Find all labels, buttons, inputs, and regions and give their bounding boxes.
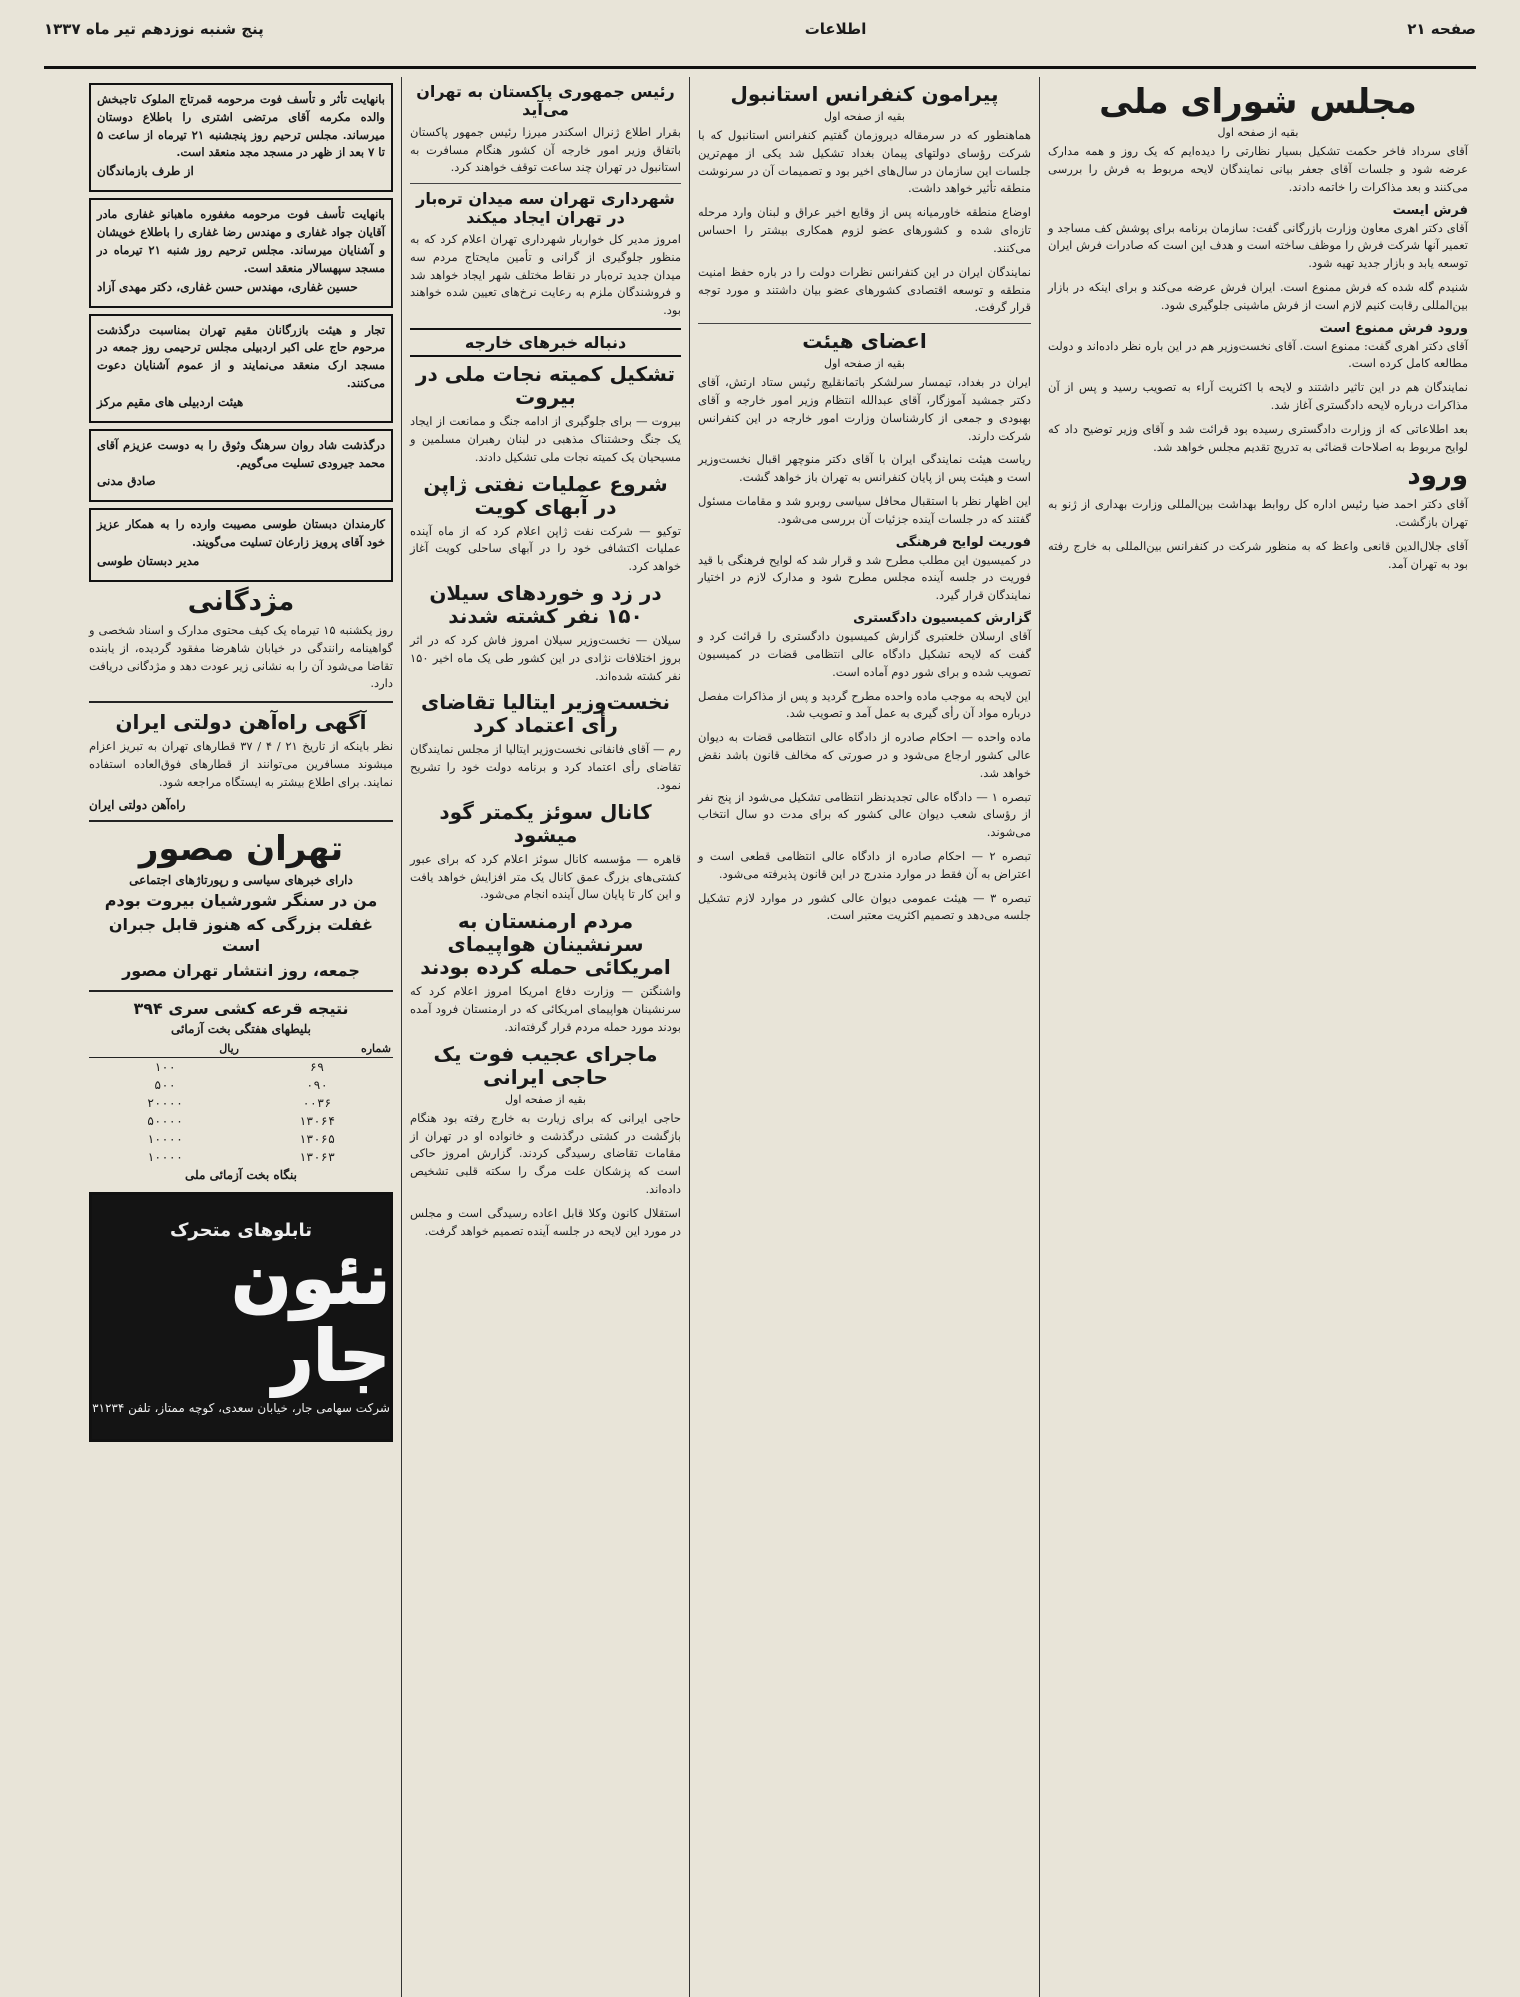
majlis-paragraph: آقای دکتر اهری گفت: ممنوع است. آقای نخست‌وزیر هم در این باره نظر داده‌اند و دولت مطالعه کامل کرده است.	[1048, 338, 1468, 371]
condolence-sign: مدیر دبستان طوسی	[97, 554, 200, 568]
masthead	[44, 20, 1476, 69]
ceylon-headline: در زد و خوردهای سیلان ۱۵۰ نفر کشته شدند	[429, 580, 662, 628]
majlis-paragraph: بعد اطلاعاتی که از وزارت دادگستری رسیده بود قرائت شد و آقای وزیر توضیح داد که لوایح مربوط به اصلاحات قضائی به تدریج تقدیم مجلس خواهد شد.	[1048, 421, 1468, 454]
obituary-notice	[89, 198, 393, 307]
divider	[89, 990, 393, 992]
lottery-table	[89, 1040, 393, 1166]
lottery-number: ۰۰۳۶	[302, 1096, 332, 1111]
market-paragraph: امروز مدیر کل خواربار شهرداری تهران اعلام کرد که به منظور جلوگیری از گرانی و تأمین مایحتاج مردم سه میدان جدید تره‌بار در نقاط مختلف شهر ایجاد خواهد شد و فروشندگان ملزم به رعایت نرخ‌های تعیین شده خواهند بود.	[410, 232, 681, 318]
condolence-sign: صادق مدنی	[97, 474, 156, 489]
majlis-headline: مجلس شورای ملی	[1099, 82, 1417, 122]
lottery-prize: ۵۰۰۰۰	[146, 1114, 184, 1129]
obituary-text: بانهایت تأثر و تأسف فوت مرحومه قمرتاج الملوک تاجبخش والده مکرمه آقای مرتضی اشتری را باطلاع دوستان میرساند. مجلس ترحیم روز پنجشنبه ۲۱ تیرماه از ساعت ۵ تا ۷ بعد از ظهر در مسجد مجد منعقد است.	[97, 92, 385, 160]
justice-paragraph: آقای ارسلان خلعتبری گزارش کمیسیون دادگستری را قرائت کرد و گفت که لایحه تشکیل دادگاه عالی انتظامی قضات در کمیسیون تصویب شده و برای شور دوم آماده است.	[698, 629, 1031, 679]
condolence-text: درگذشت شاد روان سرهنگ وثوق را به دوست عزیزم آقای محمد جیرودی تسلیت می‌گویم.	[97, 437, 385, 470]
lottery-prize: ۱۰۰۰۰	[146, 1150, 184, 1165]
magazine-line: من در سنگر شورشیان بیروت بودم	[104, 890, 378, 910]
magazine-line: جمعه، روز انتشار تهران مصور	[122, 961, 360, 981]
magazine-line: دارای خبرهای سیاسی و رپورتاژهای اجتماعی	[129, 872, 353, 887]
hajji-paragraph: استقلال کانون وکلا قابل اعاده رسیدگی است و مجلس در مورد این لایحه در جلسه آینده تصمیم خواهد گرفت.	[410, 1205, 681, 1238]
obituary-notice	[89, 314, 393, 423]
majlis-kicker: بقیه از صفحه اول	[1217, 126, 1299, 140]
column-majlis	[1039, 77, 1476, 1997]
istanbul-paragraph: نمایندگان ایران در این کنفرانس نظرات دولت را در باره حفظ امنیت منطقه و توسعه اقتصادی کشورهای عضو بیان داشتند و مورد توجه قرار گرفت.	[698, 264, 1031, 315]
istanbul-headline: پیرامون کنفرانس استانبول	[730, 82, 999, 106]
delegation-paragraph: ایران در بغداد، تیمسار سرلشکر باتمانقلیچ رئیس ستاد ارتش، آقای دکتر جمشید آموزگار، آقای عبدالله انتظام وزیر امور خارجه و آقای بهبودی و جمعی از کارشناسان وزارت امور خارجه در این کنفرانس شرکت دارند.	[698, 375, 1031, 443]
neon-sign-ad	[89, 1192, 393, 1442]
reward-text: روز یکشنبه ۱۵ تیرماه یک کیف محتوی مدارک و اسناد شخصی و گواهینامه رانندگی در خیابان شاهرضا مفقود گردیده، از یابنده تقاضا می‌شود آن را به نشانی زیر عودت دهد و مژدگانی دریافت دارد.	[89, 622, 393, 691]
ad-address: شرکت سهامی جار، خیابان سعدی، کوچه ممتاز، تلفن ۳۱۲۳۴	[92, 1400, 390, 1415]
obituary-sign: از طرف بازماندگان	[97, 164, 194, 179]
column-news	[401, 77, 689, 1997]
culture-bills-paragraph: در کمیسیون این مطلب مطرح شد و قرار شد که لوایح فرهنگی با قید فوریت در جلسه آینده مجلس مطرح شود و مدارک لازم در اختیار نمایندگان قرار گیرد.	[698, 552, 1031, 603]
delegation-paragraph: این اظهار نظر با استقبال محافل سیاسی روبرو شد و مقامات مسئول گفتند که در جلسات آینده جزئیات آن بررسی می‌شود.	[698, 494, 1031, 526]
kuwait-headline: شروع عملیات نفتی ژاپن در آبهای کویت	[423, 471, 668, 519]
condolence-notice	[89, 429, 393, 503]
majlis-paragraph: آقای سرداد فاخر حکمت تشکیل بسیار نظارتی را دیده‌ایم که یک روز و همه مدارک عرضه شود و جلسات آقای جعفر بیانی نمایندگان لایحه مربوط به فرش را بررسی می‌کنند و بعد مذاکرات را خاتمه دادند.	[1048, 144, 1468, 194]
hajji-paragraph: حاجی ایرانی که برای زیارت به خارج رفته بود هنگام بازگشت در کشتی درگذشت و خانواده او در تهران از مقامات تقاضای رسیدگی کردند. گزارش امروز حاکی است که پزشکان علت مرگ را سکته قلبی تشخیص داده‌اند.	[410, 1110, 681, 1196]
page-number: صفحه ۲۱	[1407, 20, 1476, 38]
lottery-number: ۱۳۰۶۳	[298, 1150, 336, 1165]
justice-report-subhead: گزارش کمیسیون دادگستری	[853, 611, 1031, 627]
lottery-title: نتیجه قرعه کشی سری ۳۹۴	[133, 998, 349, 1018]
delegation-paragraph: ریاست هیئت نمایندگی ایران با آقای دکتر منوچهر اقبال نخست‌وزیر است و هیئت پس از پایان کنفرانس به تهران باز خواهد گشت.	[698, 452, 1031, 485]
table-row	[89, 1148, 393, 1166]
railway-text: نظر باینکه از تاریخ ۲۱ / ۴ / ۳۷ قطارهای تهران به تبریز اعزام میشوند مسافرین می‌توانند از قطارهای فوق‌العاده استفاده نمایند. برای اطلاع بیشتر به ایستگاه مراجعه شود.	[89, 739, 394, 789]
magazine-line: غفلت بزرگی که هنوز قابل جبران است	[108, 915, 374, 956]
condolence-text: کارمندان دبستان طوسی مصیبت وارده را به همکار عزیز خود آقای پرویز زارعان تسلیت می‌گویند.	[97, 517, 385, 550]
table-row	[89, 1130, 393, 1148]
suez-paragraph: قاهره — مؤسسه کانال سوئز اعلام کرد که برای عبور کشتی‌های بزرگ عمق کانال یک متر افزایش خواهد یافت و این کار تا پایان سال آینده انجام می‌شود.	[410, 851, 681, 902]
lottery-subtitle: بلیطهای هفتگی بخت آزمائی	[171, 1022, 311, 1037]
market-headline: شهرداری تهران سه میدان تره‌بار در تهران ایجاد میکند	[416, 189, 675, 227]
majlis-subhead: فرش ایست	[1392, 202, 1468, 218]
lottery-prize: ۱۰۰	[154, 1060, 176, 1075]
beirut-paragraph: بیروت — برای جلوگیری از ادامه جنگ و ممانعت از ایجاد یک جنگ وحشتناک مذهبی در لبنان رهبران مسلمین و مسیحیان یک کمیته نجات ملی تشکیل دادند.	[410, 414, 681, 464]
beirut-headline: تشکیل کمیته نجات ملی در بیروت	[416, 362, 675, 410]
majlis-paragraph: شنیدم گله شده که فرش ممنوع است. ایران فرش عرضه می‌کند و برای اینکه در بازار بین‌المللی رقابت کنیم لازم است از فرش ماشینی جلوگیری شود.	[1048, 279, 1468, 312]
table-row	[89, 1076, 393, 1094]
lottery-header: ریال	[89, 1040, 241, 1058]
column-istanbul	[689, 77, 1039, 1997]
majlis-paragraph: آقای دکتر اهری معاون وزارت بازرگانی گفت: سازمان برنامه برای پوشش کف مساجد و تعمیر آنها شرکت فرش را موظف ساخته است و هدف این است که صادرات فرش ایران توسعه یابد و بازار جدید تهیه شود.	[1048, 220, 1468, 271]
istanbul-paragraph: اوضاع منطقه خاورمیانه پس از وقایع اخیر عراق و لبنان وارد مرحله تازه‌ای شده و کشورهای عضو لزوم همکاری بیشتر را احساس می‌کنند.	[698, 205, 1031, 255]
railway-sign: راه‌آهن دولتی ایران	[89, 797, 186, 812]
justice-paragraph: این لایحه به موجب ماده واحده مطرح گردید و پس از مذاکرات مفصل درباره مواد آن رأی گیری به عمل آمد و تصویب شد.	[698, 688, 1031, 721]
lottery-footer: بنگاه بخت آزمائی ملی	[185, 1168, 297, 1183]
obituary-notice	[89, 83, 393, 192]
pakistan-paragraph: بقرار اطلاع ژنرال اسکندر میرزا رئیس جمهور پاکستان باتفاق وزیر امور خارجه آن کشور هنگام مسافرت به استانبول در تهران چند ساعت توقف خواهند کرد.	[410, 124, 681, 175]
divider	[410, 183, 681, 184]
pakistan-headline: رئیس جمهوری پاکستان به تهران می‌آید	[416, 82, 675, 120]
magazine-title: تهران مصور	[138, 828, 344, 869]
divider	[698, 323, 1031, 324]
condolence-notice	[89, 508, 393, 582]
issue-date: پنج شنبه نوزدهم تیر ماه ۱۳۳۷	[44, 20, 264, 38]
arrivals-heading: ورود	[1407, 461, 1468, 492]
railway-title: آگهی راه‌آهن دولتی ایران	[115, 710, 367, 735]
istanbul-kicker: بقیه از صفحه اول	[824, 110, 905, 123]
columns	[44, 77, 1476, 1997]
obituary-sign: حسین غفاری، مهندس حسن غفاری، دکتر مهدی آزاد	[97, 279, 358, 294]
majlis-paragraph: نمایندگان هم در این تاثیر داشتند و لایحه با اکثریت آراء به تصویب رسید و پس از آن مذاکرات درباره لایحه دادگستری آغاز شد.	[1048, 380, 1468, 413]
lottery-prize: ۵۰۰	[154, 1078, 176, 1093]
obituary-text: بانهایت تأسف فوت مرحومه مغفوره ماهبانو غفاری مادر آقایان جواد غفاری و مهندس رضا غفاری را باطلاع خویشان و آشنایان میرساند. مجلس ترحیم روز شنبه ۲۱ تیرماه در مسجد سپهسالار منعقد است.	[97, 207, 386, 275]
table-row	[89, 1094, 393, 1112]
lottery-number: ۰۹۰	[306, 1078, 328, 1093]
italy-headline: نخست‌وزیر ایتالیا تقاضای رأی اعتماد کرد	[420, 690, 671, 738]
culture-bills-subhead: فوریت لوایح فرهنگی	[895, 534, 1031, 550]
ceylon-paragraph: سیلان — نخست‌وزیر سیلان امروز فاش کرد که در اثر بروز اختلافات نژادی در این کشور طی یک ماه اخیر ۱۵۰ نفر کشته شده‌اند.	[410, 632, 681, 683]
arrivals-paragraph: آقای دکتر احمد ضیا رئیس اداره کل روابط بهداشت بین‌المللی وزارت بهداری از ژنو به تهران بازگشت.	[1048, 497, 1468, 530]
justice-paragraph: تبصره ۱ — دادگاه عالی تجدیدنظر انتظامی تشکیل می‌شود از پنج نفر از رؤسای شعب دیوان عالی کشور که برای مدت دو سال انتخاب می‌شوند.	[698, 789, 1031, 840]
newspaper-name: اطلاعات	[804, 20, 867, 38]
obituary-text: تجار و هیئت بازرگانان مقیم تهران بمناسبت درگذشت مرحوم حاج علی اکبر اردبیلی مجلس ترحیمی روز جمعه در مسجد ارک منعقد می‌نمایند و از عموم آشنایان دعوت می‌کنند.	[97, 322, 385, 390]
istanbul-paragraph: هماهنطور که در سرمقاله دیروزمان گفتیم کنفرانس استانبول که با شرکت رؤسای دولتهای پیمان بغداد تشکیل شد یکی از مهم‌ترین جلسات این سازمان در سال‌های اخیر بود و تصمیمات آن در سرنوشت منطقه تأثیر خواهد داشت.	[698, 128, 1031, 196]
lottery-number: ۶۹	[309, 1060, 325, 1075]
majlis-subhead: ورود فرش ممنوع است	[1319, 320, 1468, 336]
italy-paragraph: رم — آقای فانفانی نخست‌وزیر ایتالیا از مجلس نمایندگان تقاضای رأی اعتماد کرد و برنامه دولت خود را تشریح نمود.	[410, 742, 681, 792]
divider	[89, 820, 393, 822]
lottery-prize: ۲۰۰۰۰	[146, 1096, 184, 1111]
hajji-kicker: بقیه از صفحه اول	[505, 1092, 586, 1106]
lottery-number: ۱۳۰۶۴	[298, 1114, 336, 1129]
column-notices	[81, 77, 401, 1997]
justice-paragraph: تبصره ۳ — هیئت عمومی دیوان عالی کشور در موارد لازم تشکیل جلسه می‌دهد و تصمیم اکثریت معتبر است.	[698, 890, 1031, 923]
divider	[89, 701, 393, 703]
lottery-prize: ۱۰۰۰۰	[146, 1132, 184, 1147]
suez-headline: کانال سوئز یکمتر گود میشود	[439, 799, 652, 847]
foreign-news-banner: دنباله خبرهای خارجه	[410, 328, 681, 357]
ad-tagline: تابلوهای متحرک	[170, 1219, 313, 1241]
arrivals-paragraph: آقای جلال‌الدین قانعی واعظ که به منظور شرکت در کنفرانس بین‌المللی به خارج رفته بود به تهران آمد.	[1048, 538, 1468, 571]
obituary-sign: هیئت اردبیلی های مقیم مرکز	[97, 394, 244, 409]
lottery-header: شماره	[241, 1040, 393, 1058]
table-row	[89, 1058, 393, 1077]
kuwait-paragraph: توکیو — شرکت نفت ژاپن اعلام کرد که از ماه آینده عملیات اکتشافی خود را در آبهای ساحلی کویت آغاز خواهد کرد.	[410, 523, 681, 574]
table-row	[89, 1112, 393, 1130]
lottery-number: ۱۳۰۶۵	[298, 1132, 336, 1147]
armenia-headline: مردم ارمنستان به سرنشینان هواپیمای امریکائی حمله کرده بودند	[420, 909, 671, 980]
armenia-paragraph: واشنگتن — وزارت دفاع امریکا امروز اعلام کرد که سرنشینان هواپیمای امریکائی که در ارمنستان فرود آمده بودند مورد حمله مردم قرار گرفته‌اند.	[410, 984, 681, 1034]
reward-title: مژدگانی	[187, 587, 295, 617]
justice-paragraph: تبصره ۲ — احکام صادره از دادگاه عالی انتظامی قطعی است و اعتراض به آن فقط در موارد مندرج در این قانون پذیرفته می‌شود.	[698, 849, 1031, 881]
delegation-kicker: بقیه از صفحه اول	[824, 357, 905, 371]
delegation-headline: اعضای هیئت	[802, 329, 927, 354]
justice-paragraph: ماده واحده — احکام صادره از دادگاه عالی انتظامی قضات به دیوان عالی کشور ارجاع می‌شود و در صورتی که مخالف قانون باشد نقض خواهد شد.	[698, 730, 1031, 780]
hajji-headline: ماجرای عجیب فوت یک حاجی ایرانی	[433, 1041, 658, 1089]
ad-brand: نئون جار	[231, 1237, 390, 1397]
